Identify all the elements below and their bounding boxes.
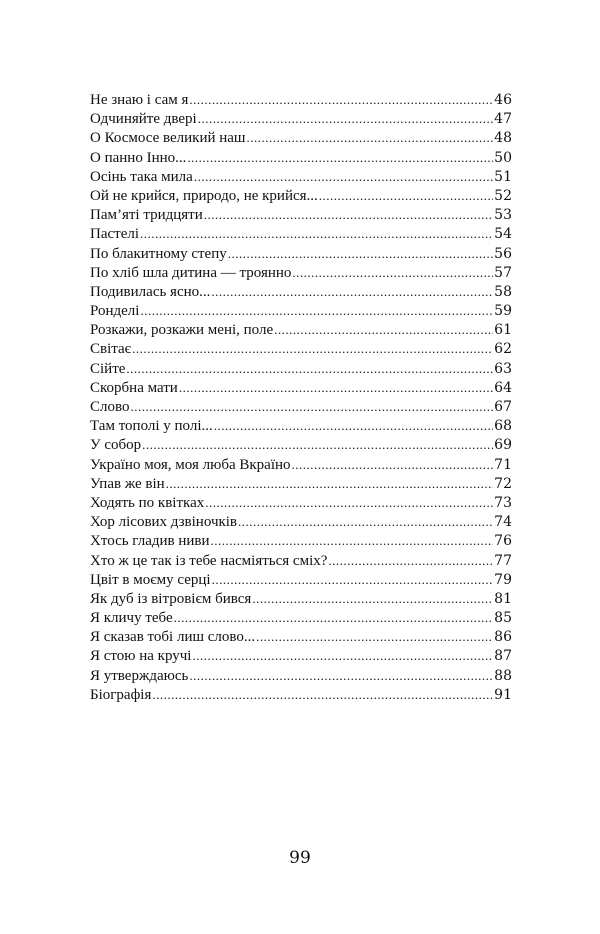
toc-entry (90, 109, 512, 128)
toc-entry-title: Хор лісових дзвіночків (90, 514, 238, 531)
toc-entry (90, 301, 512, 320)
toc-leader-dots (274, 320, 493, 339)
toc-entry-title: По блакитному степу (90, 245, 227, 262)
toc-leader-dots (174, 608, 494, 627)
toc-entry (90, 627, 512, 646)
toc-entry-page: 53 (494, 207, 512, 224)
toc-entry (90, 474, 512, 493)
toc-entry (90, 646, 512, 665)
toc-entry (90, 128, 512, 147)
toc-entry-page: 86 (494, 629, 512, 646)
toc-entry-title: Я сказав тобі лиш слово... (90, 629, 256, 646)
toc-entry-page: 61 (494, 322, 512, 339)
toc-entry (90, 263, 512, 282)
toc-entry-title: Ой не крийся, природо, не крийся... (90, 187, 318, 204)
toc-leader-dots (292, 263, 493, 282)
toc-entry-page: 63 (494, 360, 512, 377)
toc-entry (90, 282, 512, 301)
toc-leader-dots (140, 301, 493, 320)
toc-entry-page: 76 (494, 533, 512, 550)
toc-entry-title: Сійте (90, 360, 126, 377)
toc-leader-dots (140, 224, 493, 243)
toc-entry-page: 62 (494, 341, 512, 358)
toc-entry-title: Пастелі (90, 226, 140, 243)
toc-leader-dots (211, 282, 493, 301)
toc-entry-page: 57 (494, 264, 512, 281)
toc-leader-dots (179, 378, 493, 397)
toc-entry-title: Ронделі (90, 303, 140, 320)
toc-leader-dots (205, 493, 493, 512)
toc-entry (90, 244, 512, 263)
toc-entry (90, 551, 512, 570)
toc-entry-page: 50 (494, 149, 512, 166)
toc-leader-dots (192, 646, 493, 665)
toc-entry (90, 570, 512, 589)
toc-entry-title: Упав же він (90, 475, 165, 492)
toc-entry-title: Біографія (90, 686, 152, 703)
toc-entry-title: Пам’яті тридцяти (90, 207, 203, 224)
page-number: 99 (289, 848, 311, 868)
toc-leader-dots (130, 397, 493, 416)
toc-entry-title: О панно Інно... (90, 149, 187, 166)
toc-entry-page: 79 (494, 571, 512, 588)
toc-entry (90, 205, 512, 224)
toc-leader-dots (211, 531, 494, 550)
toc-entry-page: 58 (494, 283, 512, 300)
toc-leader-dots (228, 244, 493, 263)
toc-entry-title: Скорбна мати (90, 379, 178, 396)
toc-entry-title: Не знаю і сам я (90, 92, 189, 108)
toc-entry-page: 73 (494, 494, 512, 511)
toc-leader-dots (204, 205, 493, 224)
toc-entry-page: 54 (494, 226, 512, 243)
toc-leader-dots (142, 435, 493, 454)
toc-leader-dots (252, 589, 493, 608)
toc-entry-title: Я кличу тебе (90, 610, 173, 627)
toc-entry (90, 512, 512, 531)
toc-entry-title: Я утверждаюсь (90, 667, 189, 684)
toc-entry-page: 64 (494, 379, 512, 396)
toc-entry-page: 46 (494, 92, 512, 108)
toc-entry-title: Хто ж це так із тебе насміяться сміх? (90, 552, 328, 569)
toc-leader-dots (132, 339, 493, 358)
toc-entry (90, 224, 512, 243)
toc-leader-dots (189, 666, 493, 685)
toc-entry-title: Осінь така мила (90, 168, 193, 185)
toc-entry (90, 378, 512, 397)
toc-entry-title: Світає (90, 341, 132, 358)
toc-entry-title: Я стою на кручі (90, 648, 192, 665)
toc-entry-title: Слово (90, 399, 130, 415)
toc-entry-title: Одчиняйте двері (90, 111, 197, 128)
toc-entry-page: 88 (494, 667, 512, 684)
toc-entry (90, 359, 512, 378)
toc-entry-title: У собор (90, 437, 142, 454)
toc-leader-dots (126, 359, 493, 378)
toc-leader-dots (198, 109, 493, 128)
toc-leader-dots (256, 627, 493, 646)
toc-entry (90, 493, 512, 512)
toc-entry (90, 531, 512, 550)
toc-entry (90, 435, 512, 454)
toc-entry-page: 52 (494, 187, 512, 204)
toc-leader-dots (194, 167, 493, 186)
toc-entry (90, 148, 512, 167)
toc-entry-page: 47 (494, 111, 512, 128)
toc-leader-dots (212, 570, 494, 589)
toc-entry (90, 666, 512, 685)
toc-entry (90, 397, 512, 416)
toc-entry-title: По хліб шла дитина — троянно (90, 264, 292, 281)
toc-entry (90, 416, 512, 435)
toc-entry-title: Як дуб із вітровієм бився (90, 590, 252, 607)
toc-entry-page: 68 (494, 418, 512, 435)
toc-leader-dots (246, 128, 493, 147)
toc-entry (90, 167, 512, 186)
toc-entry (90, 455, 512, 474)
toc-entry-title: Україно моя, моя люба Вкраїно (90, 456, 291, 473)
toc-entry-page: 69 (494, 437, 512, 454)
toc-entry-page: 72 (494, 475, 512, 492)
toc-leader-dots (319, 186, 493, 205)
toc-entry-page: 51 (494, 168, 512, 185)
toc-entry (90, 608, 512, 627)
toc-entry (90, 320, 512, 339)
toc-leader-dots (214, 416, 493, 435)
toc-entry-page: 71 (494, 456, 512, 473)
toc-entry (90, 589, 512, 608)
toc-leader-dots (152, 685, 493, 704)
toc-entry-page: 74 (494, 514, 512, 531)
toc-entry-page: 81 (494, 590, 512, 607)
toc-entry-title: Хтось гладив ниви (90, 533, 210, 550)
toc-entry (90, 186, 512, 205)
toc-leader-dots (187, 148, 493, 167)
toc-leader-dots (189, 90, 493, 109)
toc-entry-title: Цвіт в моєму серці (90, 571, 211, 588)
toc-entry-page: 91 (494, 686, 512, 703)
toc-leader-dots (292, 455, 494, 474)
toc-entry-title: Розкажи, розкажи мені, поле (90, 322, 274, 339)
toc-entry-page: 77 (494, 552, 512, 569)
toc-entry (90, 90, 512, 109)
toc-entry-title: Ходять по квітках (90, 494, 205, 511)
toc-leader-dots (238, 512, 493, 531)
toc-entry (90, 339, 512, 358)
toc-entry-title: Подивилась ясно... (90, 283, 211, 300)
toc-entry-page: 48 (494, 130, 512, 147)
toc-entry-page: 85 (494, 610, 512, 627)
toc-leader-dots (166, 474, 494, 493)
toc-entry-page: 67 (494, 399, 512, 415)
table-of-contents (90, 90, 512, 704)
toc-leader-dots (328, 551, 493, 570)
toc-entry-title: Там тополі у полі... (90, 418, 213, 435)
toc-entry-page: 59 (494, 303, 512, 320)
toc-entry-page: 87 (494, 648, 512, 665)
toc-entry-title: О Космосе великий наш (90, 130, 246, 147)
toc-entry (90, 685, 512, 704)
toc-entry-page: 56 (494, 245, 512, 262)
